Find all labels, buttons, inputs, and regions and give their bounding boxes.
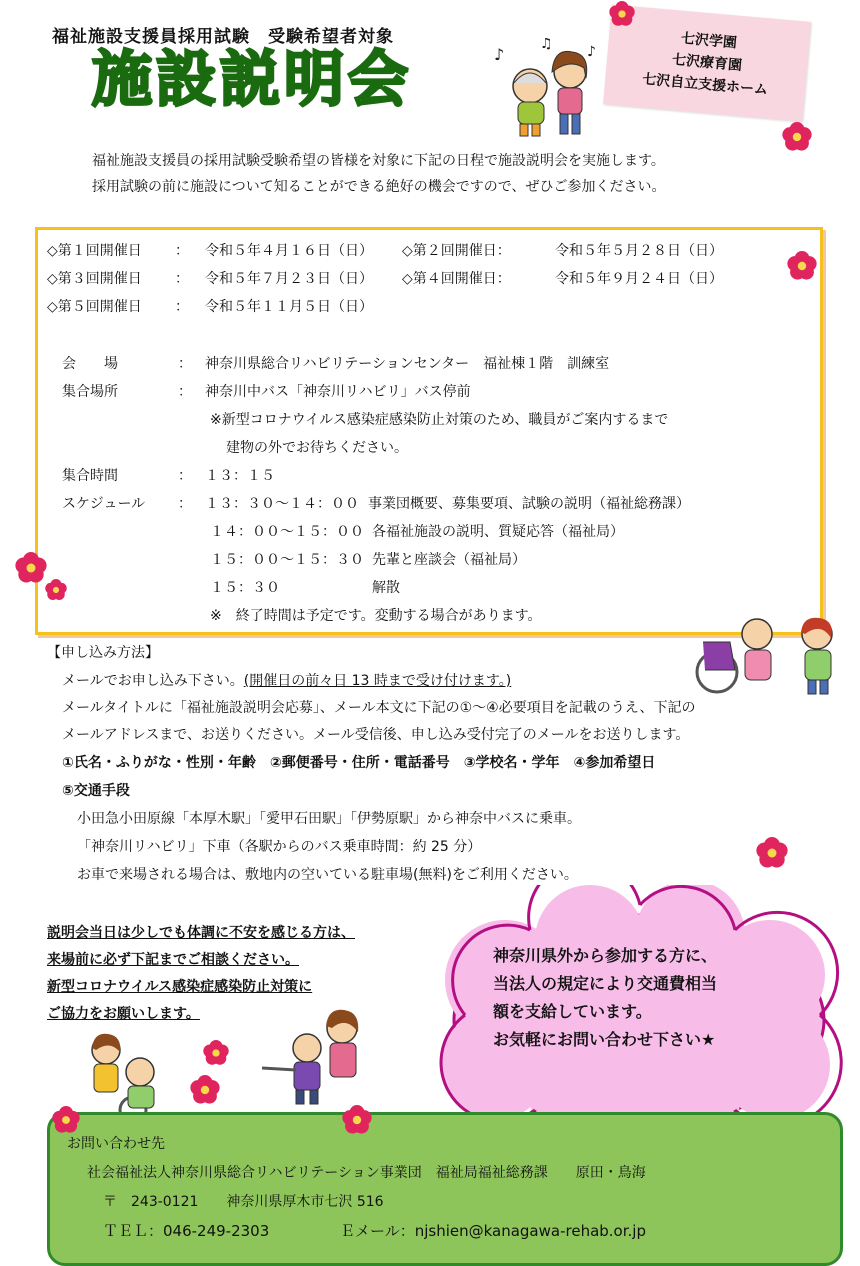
schedule-desc: 先輩と座談会（福祉局）: [372, 552, 526, 568]
contact-phone: ＴＥＬ：046-249-2303: [103, 1222, 270, 1240]
facility-name: 七沢学園: [680, 30, 738, 52]
wheelchair-care-illustration: [695, 612, 850, 697]
cloud-line: 神奈川県外から参加する方に、: [493, 946, 718, 965]
date-label-1: ◇第１回開催日: [47, 243, 142, 259]
schedule-time: １５：３０: [210, 580, 280, 596]
notice-line: 新型コロナウイルス感染症感染防止対策に: [47, 979, 313, 995]
venue-value: 神奈川県総合リハビリテーションセンター 福祉棟１階 訓練室: [205, 356, 610, 372]
flower-icon: [780, 120, 814, 154]
meeting-place-value: 神奈川中バス「神奈川リハビリ」バス停前: [205, 384, 471, 400]
event-details-box: [35, 227, 823, 635]
schedule-time: １４：００～１５：００: [210, 524, 364, 540]
travel-expense-notice: [493, 942, 717, 1054]
colon: ：: [175, 271, 189, 287]
apply-deadline: (開催日の前々日 13 時まで受け付けます。): [243, 673, 512, 689]
colon: ：: [178, 468, 192, 484]
facility-name: 七沢療育園: [671, 51, 743, 75]
schedule-desc: 各福祉施設の説明、質疑応答（福祉局）: [372, 524, 624, 540]
schedule-label: スケジュール: [62, 496, 146, 512]
cloud-line: お気軽にお問い合わせ下さい★: [493, 1030, 716, 1049]
contact-organization: 社会福祉法人神奈川県総合リハビリテーション事業団 福祉局福祉総務課 原田・鳥海: [87, 1165, 646, 1181]
date-label-4: ◇第４回開催日：: [402, 271, 511, 287]
meeting-note: ※新型コロナウイルス感染症感染防止対策のため、職員がご案内するまで: [210, 412, 669, 428]
flower-icon: [607, 0, 637, 29]
access-line: 「神奈川リハビリ」下車（各駅からのバス乗車時間：約 25 分）: [77, 839, 482, 855]
venue-label: 会 場: [62, 356, 118, 372]
notice-line: 説明会当日は少しでも体調に不安を感じる方は、: [47, 925, 355, 941]
contact-email: Ｅメール：njshien@kanagawa-rehab.or.jp: [340, 1222, 646, 1240]
colon: ：: [175, 299, 189, 315]
intro-text: [92, 148, 665, 200]
intro-line: 採用試験の前に施設について知ることができる絶好の機会ですので、ぜひご参加ください。: [92, 179, 666, 195]
music-note-icon: ♪: [494, 45, 505, 64]
flower-icon: [188, 1073, 222, 1107]
flower-icon: [785, 249, 819, 283]
wheelchair-helper-illustration: [78, 1030, 173, 1125]
schedule-time: １５：００～１５：３０: [210, 552, 364, 568]
flower-icon: [50, 1104, 82, 1136]
meeting-time-value: １３：１５: [205, 468, 275, 484]
access-line: お車で来場される場合は、敷地内の空いている駐車場(無料)をご利用ください。: [77, 867, 578, 883]
contact-heading: お問い合わせ先: [67, 1136, 165, 1152]
colon: ：: [178, 356, 192, 372]
apply-text: メールでお申し込み下さい。: [62, 673, 244, 689]
walking-aid-illustration: [262, 1008, 372, 1108]
date-label-5: ◇第５回開催日: [47, 299, 142, 315]
contact-box: [47, 1112, 843, 1266]
apply-line: メールタイトルに「福祉施設説明会応募」、メール本文に下記の①～④必要項目を記載のうえ、下記の: [62, 700, 696, 716]
meeting-place-label: 集合場所: [62, 384, 118, 400]
meeting-note: 建物の外でお待ちください。: [226, 440, 408, 456]
flower-icon: [340, 1103, 374, 1137]
facility-name: 七沢自立支援ホーム: [641, 71, 769, 99]
apply-line: [62, 670, 511, 690]
music-note-icon: ♪: [587, 44, 596, 60]
contact-address: 〒 243-0121 神奈川県厚木市七沢 516: [103, 1194, 384, 1210]
date-value-4: 令和５年９月２４日（日）: [555, 271, 723, 287]
date-value-3: 令和５年７月２３日（日）: [205, 271, 373, 287]
flower-icon: [201, 1038, 231, 1068]
music-note-icon: ♫: [540, 38, 553, 52]
meeting-time-label: 集合時間: [62, 468, 118, 484]
apply-heading: 【申し込み方法】: [47, 645, 159, 661]
schedule-time: １３：３０～１４：００: [205, 496, 359, 512]
date-label-2: ◇第２回開催日：: [402, 243, 511, 259]
subtitle: 福祉施設支援員採用試験 受験希望者対象: [52, 27, 394, 47]
required-items: ⑤交通手段: [62, 783, 130, 799]
date-value-1: 令和５年４月１６日（日）: [205, 243, 373, 259]
notice-line: ご協力をお願いします。: [47, 1006, 200, 1022]
flower-icon: [43, 577, 69, 603]
access-line: 小田急小田原線「本厚木駅」「愛甲石田駅」「伊勢原駅」から神奈中バスに乗車。: [77, 811, 581, 827]
required-items: ①氏名・ふりがな・性別・年齢 ②郵便番号・住所・電話番号 ③学校名・学年 ④参加希望日: [62, 755, 656, 771]
intro-line: 福祉施設支援員の採用試験受験希望の皆様を対象に下記の日程で施設説明会を実施します。: [92, 153, 665, 169]
flower-icon: [754, 835, 790, 871]
apply-line: メールアドレスまで、お送りください。メール受信後、申し込み受付完了のメールをお送りします。: [62, 727, 690, 743]
walking-couple-illustration: [492, 38, 607, 138]
schedule-desc: 事業団概要、募集要項、試験の説明（福祉総務課）: [368, 496, 690, 512]
cloud-line: 当法人の規定により交通費相当: [493, 974, 718, 993]
schedule-desc: 解散: [372, 580, 400, 596]
colon: ：: [178, 496, 192, 512]
colon: ：: [175, 243, 189, 259]
date-value-5: 令和５年１１月５日（日）: [205, 299, 373, 315]
page-title: 施設説明会: [92, 45, 412, 115]
date-label-3: ◇第３回開催日: [47, 271, 142, 287]
notice-line: 来場前に必ず下記までご相談ください。: [47, 952, 299, 968]
cloud-line: 額を支給しています。: [493, 1002, 652, 1021]
date-value-2: 令和５年５月２８日（日）: [555, 243, 723, 259]
schedule-note: ※ 終了時間は予定です。変動する場合があります。: [210, 608, 542, 624]
colon: ：: [178, 384, 192, 400]
